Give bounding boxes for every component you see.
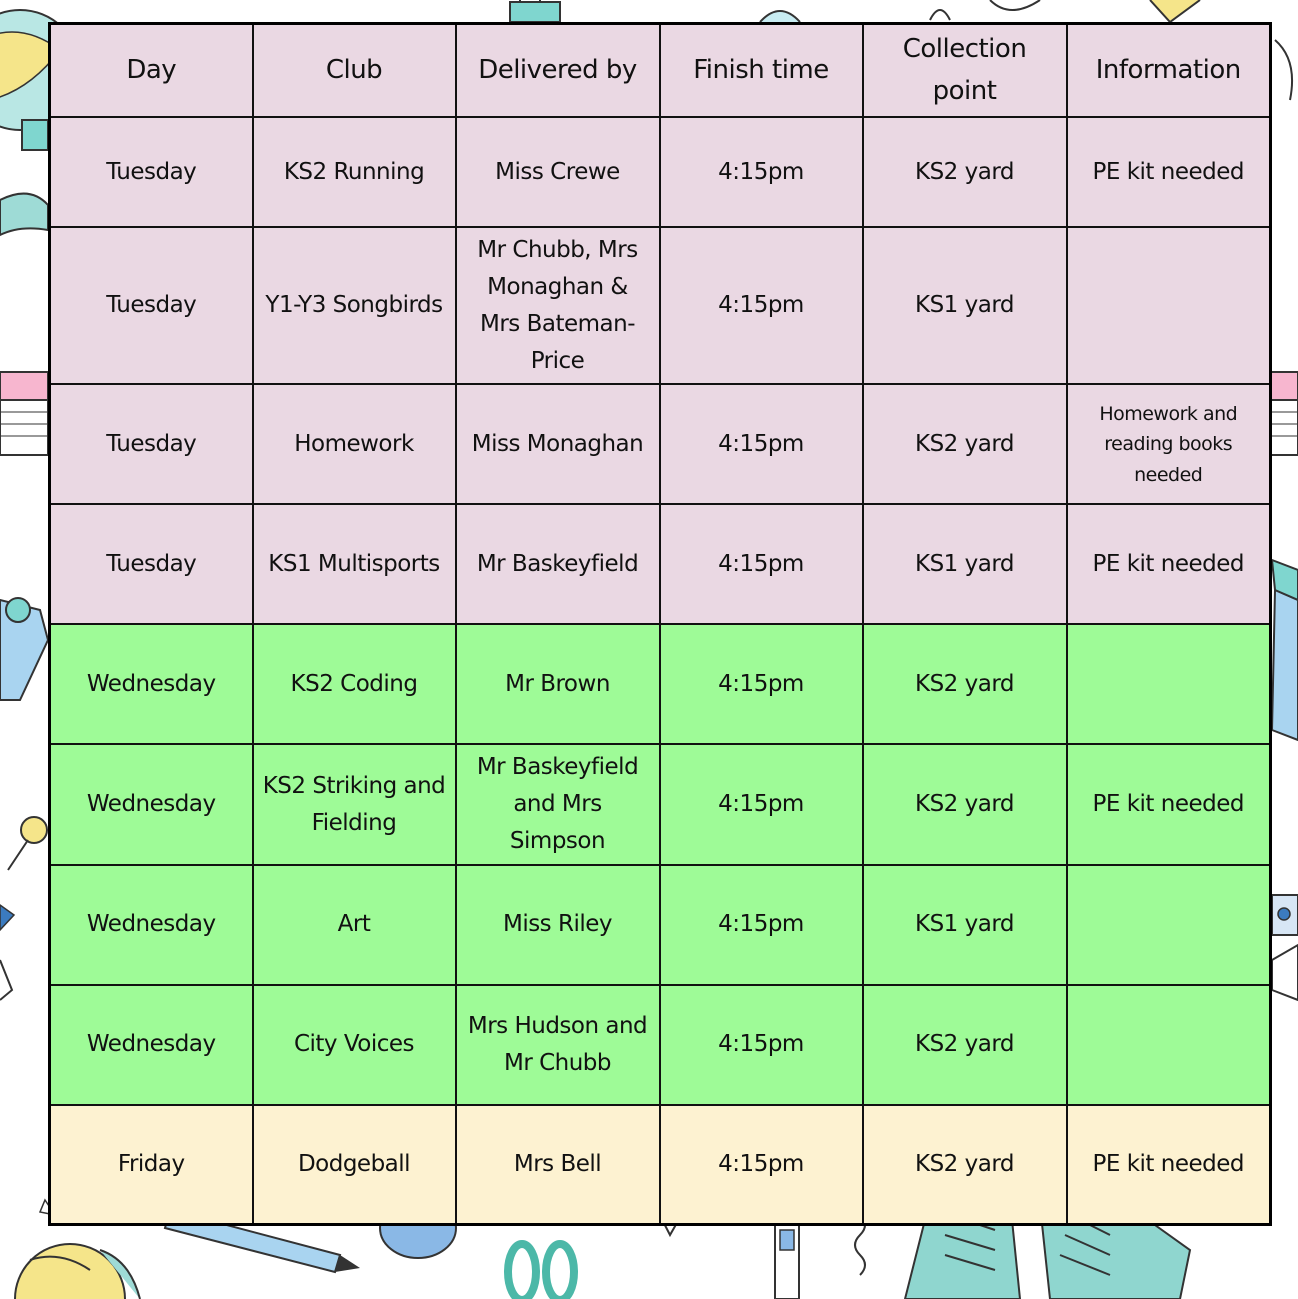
table-header-row: [50, 24, 1271, 118]
cell-delivered-by: Mrs Bell: [456, 1105, 660, 1225]
header-collection-point: Collection point: [863, 24, 1067, 118]
cell-collection-point: KS1 yard: [863, 227, 1067, 384]
cell-collection-point: KS2 yard: [863, 384, 1067, 504]
cell-club: City Voices: [253, 985, 456, 1105]
cell-club: Y1-Y3 Songbirds: [253, 227, 456, 384]
cell-information: [1067, 624, 1271, 744]
table-row: [50, 865, 1271, 985]
cell-finish-time: 4:15pm: [660, 744, 863, 864]
cell-finish-time: 4:15pm: [660, 384, 863, 504]
cell-information: PE kit needed: [1067, 504, 1271, 624]
sharpener-icon: [1272, 895, 1298, 935]
cell-delivered-by: Miss Riley: [456, 865, 660, 985]
cell-day: Tuesday: [50, 227, 253, 384]
pushpin-icon: [8, 817, 47, 870]
globe-icon: [15, 1244, 140, 1299]
scissors-icon: [508, 1244, 574, 1299]
table-row: [50, 117, 1271, 227]
cell-finish-time: 4:15pm: [660, 865, 863, 985]
cell-information: PE kit needed: [1067, 117, 1271, 227]
table-row: [50, 985, 1271, 1105]
table-row: [50, 624, 1271, 744]
cell-day: Tuesday: [50, 117, 253, 227]
cell-delivered-by: Mrs Hudson and Mr Chubb: [456, 985, 660, 1105]
header-delivered-by: Delivered by: [456, 24, 660, 118]
cell-collection-point: KS1 yard: [863, 504, 1067, 624]
cell-day: Wednesday: [50, 744, 253, 864]
cell-day: Wednesday: [50, 624, 253, 744]
stapler-icon: [0, 598, 48, 700]
header-information: Information: [1067, 24, 1271, 118]
cell-finish-time: 4:15pm: [660, 985, 863, 1105]
cell-information: Homework and reading books needed: [1067, 384, 1271, 504]
cell-day: Tuesday: [50, 504, 253, 624]
cell-delivered-by: Mr Baskeyfield: [456, 504, 660, 624]
cell-information: PE kit needed: [1067, 744, 1271, 864]
header-day: Day: [50, 24, 253, 118]
cell-finish-time: 4:15pm: [660, 504, 863, 624]
cell-club: KS2 Running: [253, 117, 456, 227]
cell-club: Art: [253, 865, 456, 985]
cell-day: Wednesday: [50, 865, 253, 985]
header-finish-time: Finish time: [660, 24, 863, 118]
cell-club: KS1 Multisports: [253, 504, 456, 624]
cell-club: KS2 Coding: [253, 624, 456, 744]
header-club: Club: [253, 24, 456, 118]
cell-delivered-by: Miss Crewe: [456, 117, 660, 227]
after-school-clubs-table: [48, 22, 1272, 1226]
cell-day: Tuesday: [50, 384, 253, 504]
cell-club: KS2 Striking and Fielding: [253, 744, 456, 864]
table-row: [50, 744, 1271, 864]
cell-finish-time: 4:15pm: [660, 624, 863, 744]
cell-club: Homework: [253, 384, 456, 504]
cell-delivered-by: Miss Monaghan: [456, 384, 660, 504]
book-icon: [0, 372, 48, 455]
table-row: [50, 1105, 1271, 1225]
cell-delivered-by: Mr Baskeyfield and Mrs Simpson: [456, 744, 660, 864]
cell-information: [1067, 227, 1271, 384]
cell-finish-time: 4:15pm: [660, 1105, 863, 1225]
table-row: [50, 227, 1271, 384]
cell-delivered-by: Mr Brown: [456, 624, 660, 744]
book-icon: [1270, 372, 1298, 455]
cell-collection-point: KS2 yard: [863, 117, 1067, 227]
cell-collection-point: KS2 yard: [863, 1105, 1067, 1225]
cell-finish-time: 4:15pm: [660, 227, 863, 384]
pencil-icon: [1272, 560, 1298, 740]
cell-collection-point: KS1 yard: [863, 865, 1067, 985]
table-row: [50, 384, 1271, 504]
cell-day: Friday: [50, 1105, 253, 1225]
table-row: [50, 504, 1271, 624]
cell-collection-point: KS2 yard: [863, 624, 1067, 744]
cell-finish-time: 4:15pm: [660, 117, 863, 227]
cell-information: PE kit needed: [1067, 1105, 1271, 1225]
cell-information: [1067, 865, 1271, 985]
cell-club: Dodgeball: [253, 1105, 456, 1225]
cell-delivered-by: Mr Chubb, Mrs Monaghan & Mrs Bateman-Price: [456, 227, 660, 384]
cell-day: Wednesday: [50, 985, 253, 1105]
cell-collection-point: KS2 yard: [863, 744, 1067, 864]
cell-information: [1067, 985, 1271, 1105]
cell-collection-point: KS2 yard: [863, 985, 1067, 1105]
